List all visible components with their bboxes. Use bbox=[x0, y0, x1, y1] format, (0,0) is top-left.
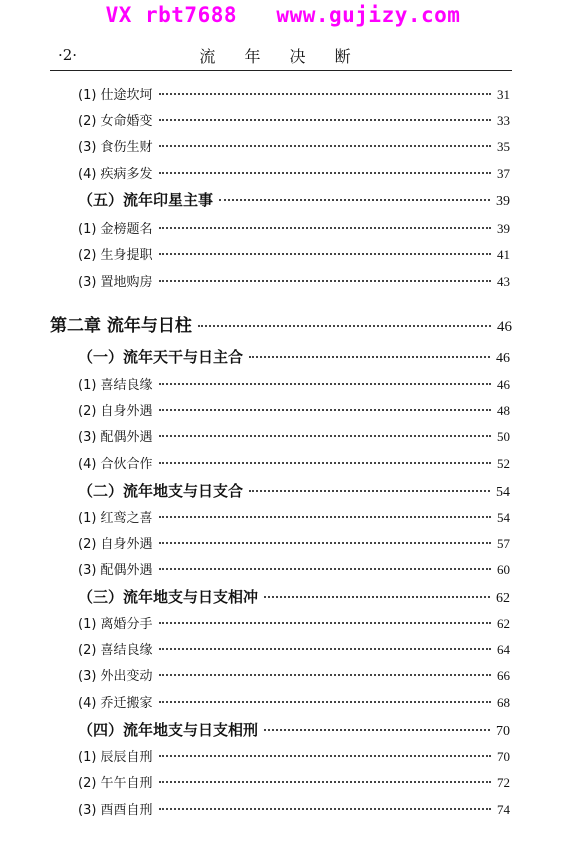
toc-entry bbox=[78, 613, 510, 632]
toc-entry bbox=[78, 426, 510, 445]
toc-entry-title: (1) 辰辰自刑 bbox=[78, 750, 153, 765]
toc-entry-title: （四）流年地支与日支相刑 bbox=[78, 721, 259, 739]
dot-leader bbox=[159, 280, 491, 282]
toc-entry-title: (2) 喜结良缘 bbox=[78, 643, 153, 658]
dot-leader bbox=[159, 701, 491, 703]
toc-entry bbox=[78, 84, 510, 103]
toc-page-number: 37 bbox=[497, 166, 510, 181]
dot-leader bbox=[159, 119, 491, 121]
dot-leader bbox=[159, 462, 491, 464]
dot-leader bbox=[159, 755, 491, 757]
toc-section bbox=[78, 480, 510, 501]
toc-section bbox=[78, 346, 510, 367]
toc-entry bbox=[78, 639, 510, 658]
toc-entry-title: (2) 自身外遇 bbox=[78, 404, 153, 419]
dot-leader bbox=[159, 93, 491, 95]
toc-entry bbox=[78, 799, 510, 818]
toc-page-number: 68 bbox=[497, 695, 510, 710]
toc-page-number: 74 bbox=[497, 802, 510, 817]
toc-entry-title: (2) 生身提职 bbox=[78, 248, 153, 263]
dot-leader bbox=[159, 145, 491, 147]
toc-entry bbox=[78, 772, 510, 791]
page-header bbox=[50, 42, 512, 68]
toc-entry-title: (1) 仕途坎坷 bbox=[78, 88, 153, 103]
toc-page-number: 72 bbox=[497, 775, 510, 790]
dot-leader bbox=[198, 325, 491, 327]
dot-leader bbox=[249, 490, 490, 492]
toc-entry-title: (1) 喜结良缘 bbox=[78, 378, 153, 393]
dot-leader bbox=[159, 622, 491, 624]
dot-leader bbox=[159, 781, 491, 783]
toc-entry-title: (3) 外出变动 bbox=[78, 669, 153, 684]
running-title: 流 年 决 断 bbox=[199, 47, 363, 66]
toc-page-number: 46 bbox=[496, 351, 510, 366]
toc-entry-title: (1) 红鸾之喜 bbox=[78, 511, 153, 526]
toc-entry bbox=[78, 400, 510, 419]
toc-entry bbox=[78, 163, 510, 182]
toc-entry bbox=[78, 453, 510, 472]
toc-entry bbox=[78, 271, 510, 290]
toc-entry-title: (2) 午午自刑 bbox=[78, 776, 153, 791]
toc-section bbox=[78, 189, 510, 210]
toc-section bbox=[78, 719, 510, 740]
toc-entry-title: (2) 自身外遇 bbox=[78, 537, 153, 552]
toc-page-number: 48 bbox=[497, 403, 510, 418]
dot-leader bbox=[159, 674, 491, 676]
dot-leader bbox=[219, 199, 490, 201]
toc-chapter bbox=[50, 311, 512, 336]
toc-entry-title: (1) 离婚分手 bbox=[78, 617, 153, 632]
toc-page-number: 33 bbox=[497, 113, 510, 128]
toc-entry-title: （三）流年地支与日支相冲 bbox=[78, 588, 259, 606]
dot-leader bbox=[264, 596, 490, 598]
toc-entry-title: (3) 食伤生财 bbox=[78, 140, 153, 155]
toc-page-number: 46 bbox=[497, 377, 510, 392]
toc-entry-title: 第二章 流年与日柱 bbox=[50, 316, 192, 336]
toc-page-number: 57 bbox=[497, 536, 510, 551]
page-number: ·2· bbox=[58, 46, 78, 64]
toc-entry bbox=[78, 374, 510, 393]
toc-page-number: 43 bbox=[497, 274, 510, 289]
dot-leader bbox=[159, 383, 491, 385]
dot-leader bbox=[159, 808, 491, 810]
toc-entry bbox=[78, 218, 510, 237]
toc-page-number: 35 bbox=[497, 139, 510, 154]
dot-leader bbox=[264, 729, 490, 731]
toc-entry-title: (3) 酉酉自刑 bbox=[78, 803, 153, 818]
toc-entry-title: （二）流年地支与日支合 bbox=[78, 482, 244, 500]
dot-leader bbox=[249, 356, 490, 358]
toc-page-number: 39 bbox=[497, 221, 510, 236]
watermark-text: VX rbt7688 www.gujizy.com bbox=[105, 3, 461, 27]
toc-entry-title: (3) 配偶外遇 bbox=[78, 563, 153, 578]
toc-entry-title: (4) 疾病多发 bbox=[78, 167, 153, 182]
toc-entry bbox=[78, 136, 510, 155]
toc-page-number: 70 bbox=[497, 749, 510, 764]
toc-page-number: 46 bbox=[497, 319, 512, 335]
dot-leader bbox=[159, 542, 491, 544]
dot-leader bbox=[159, 253, 491, 255]
toc-page-number: 54 bbox=[497, 510, 510, 525]
toc-entry-title: （五）流年印星主事 bbox=[78, 191, 214, 209]
toc-page-number: 62 bbox=[496, 591, 510, 606]
toc-entry-title: (2) 女命婚变 bbox=[78, 114, 153, 129]
toc-entry bbox=[78, 507, 510, 526]
toc-page-number: 62 bbox=[497, 616, 510, 631]
toc-entry-title: (3) 配偶外遇 bbox=[78, 430, 153, 445]
toc-page-number: 50 bbox=[497, 429, 510, 444]
toc-entry-title: (1) 金榜题名 bbox=[78, 222, 153, 237]
toc-page-number: 54 bbox=[496, 485, 510, 500]
toc-entry-title: （一）流年天干与日主合 bbox=[78, 348, 244, 366]
toc-entry-title: (3) 置地购房 bbox=[78, 275, 153, 290]
dot-leader bbox=[159, 435, 491, 437]
dot-leader bbox=[159, 409, 491, 411]
dot-leader bbox=[159, 648, 491, 650]
toc-page-number: 64 bbox=[497, 642, 510, 657]
toc-entry bbox=[78, 559, 510, 578]
toc-page-number: 66 bbox=[497, 668, 510, 683]
dot-leader bbox=[159, 516, 491, 518]
toc-entry-title: (4) 合伙合作 bbox=[78, 457, 153, 472]
toc-page-number: 52 bbox=[497, 456, 510, 471]
toc-page-number: 39 bbox=[496, 194, 510, 209]
toc-page-number: 60 bbox=[497, 562, 510, 577]
toc-page-number: 41 bbox=[497, 247, 510, 262]
toc-section bbox=[78, 586, 510, 607]
toc-entry-title: (4) 乔迁搬家 bbox=[78, 696, 153, 711]
dot-leader bbox=[159, 172, 491, 174]
toc-entry bbox=[78, 746, 510, 765]
toc-page-number: 31 bbox=[497, 87, 510, 102]
toc-entry bbox=[78, 692, 510, 711]
dot-leader bbox=[159, 227, 491, 229]
toc-entry bbox=[78, 533, 510, 552]
toc-entry bbox=[78, 244, 510, 263]
toc-entry bbox=[78, 665, 510, 684]
header-rule bbox=[50, 70, 512, 71]
dot-leader bbox=[159, 568, 491, 570]
toc-entry bbox=[78, 110, 510, 129]
toc-page-number: 70 bbox=[496, 724, 510, 739]
